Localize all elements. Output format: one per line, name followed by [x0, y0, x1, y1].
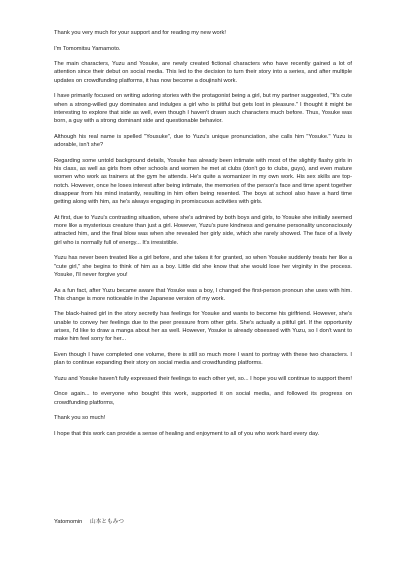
paragraph-name: Although his real name is spelled "Yousuke", due to Yuzu's unique pronunciation, she calls him "Yosuke." Yuzu is adorable, isn't she?	[54, 133, 352, 149]
signature-japanese: 山本ともみつ	[89, 519, 124, 525]
paragraph-attraction: At first, due to Yuzu's contrasting situation, where she's admired by both boys and girls, to Yosuke she initially seemed more like a mysterious creature than just a girl. However, Yuzu's pure kindness and genuine personality unconsciously attracted him, and the final blow was when she revealed her girly side, which she rarely showed. The face of a lively girl who is normally full of energy... It's irresistible.	[54, 214, 352, 246]
paragraph-closing: I hope that this work can provide a sense of healing and enjoyment to all of you who work hard every day.	[54, 430, 320, 437]
author-signature	[54, 518, 124, 526]
signature-romaji: Yatomomin	[54, 519, 83, 525]
paragraph-treatment: Yuzu has never been treated like a girl before, and she takes it for granted, so when Yosuke suddenly treats her like a "cute girl," she begins to think of him as a boy. Little did she know that she would lose her virginity in the process. Yosuke, I'll never forgive you!	[54, 255, 352, 278]
paragraph-support: Yuzu and Yosuke haven't fully expressed their feelings to each other yet, so... I hope you will continue to support them!	[54, 375, 352, 382]
paragraph-thanks: Thank you very much for your support and for reading my new work!	[54, 30, 226, 36]
paragraph-characters: The main characters, Yuzu and Yosuke, are newly created fictional characters who have recently gained a lot of attention since their debut on social media. This led to the decision to turn their story into a series, and after multiple updates on crowdfunding platforms, it has now become a doujinshi work.	[54, 61, 352, 84]
paragraph-fun-fact: As a fun fact, after Yuzu became aware that Yosuke was a boy, I changed the first-person pronoun she uses with him. This change is more noticeable in the Japanese version of my work.	[54, 287, 352, 302]
paragraph-thank-you: Thank you so much!	[54, 415, 106, 422]
paragraph-origin: I have primarily focused on writing adoring stories with the protagonist being a girl, but my partner suggested, "It's cute when a strong-willed guy dominates and indulges a girl who is pitiful but gets lost in pleasure." I thought it might be interesting to explore that side as well, even though I haven't drawn such characters much before. Thus, Yosuke was born, a guy with a strong dominant side and questionable behavior.	[54, 93, 352, 125]
paragraph-intro: I'm Tomomitsu Yamamoto.	[54, 45, 121, 52]
paragraph-future: Even though I have completed one volume, there is still so much more I want to portray with these two characters. I plan to continue expanding their story on social media and crowdfunding platforms.	[54, 351, 352, 367]
paragraph-black-haired-girl: The black-haired girl in the story secretly has feelings for Yosuke and wants to become his girlfriend. However, she's unable to convey her feelings due to the peer pressure from other girls. She's actually a pitiful girl. If the opportunity arises, I'd like to draw a manga about her as well. However, Yosuke is already obsessed with Yuzu, so I don't want to make him feel sorry for her...	[54, 311, 352, 343]
paragraph-background: Regarding some untold background details, Yosuke has already been intimate with most of the slightly flashy girls in his class, as well as girls from other schools and women he met at clubs (don't go to clubs, guys), and even mature women who work as trainers at the gym he attends. He's quite a womanizer in my own work. His sex skills are top-notch. However, once he loses interest after being intimate, the memories of the person's face and time spent together disappear from his mind instantly, resulting in him often being resented. The boys at school also have a hard time getting along with him, as he's always engaging in promiscuous activities with girls.	[54, 157, 352, 206]
paragraph-once-again: Once again... to everyone who bought this work, supported it on social media, and followed its progress on crowdfunding platforms,	[54, 391, 352, 406]
